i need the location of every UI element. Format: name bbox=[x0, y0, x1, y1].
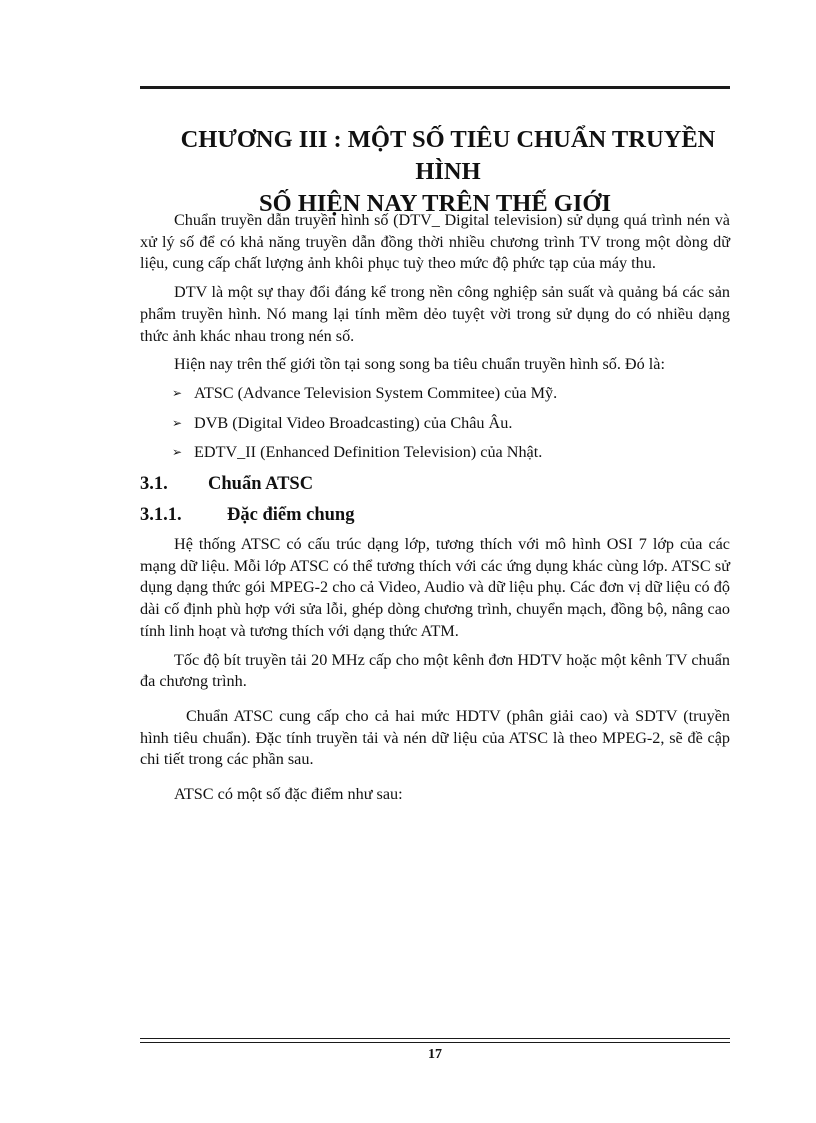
section-number: 3.1. bbox=[140, 474, 168, 495]
standards-list bbox=[140, 383, 730, 464]
body-paragraph-4: ATSC có một số đặc điểm như sau: bbox=[174, 785, 403, 804]
chapter-title-line-1: CHƯƠNG III : MỘT SỐ TIÊU CHUẨN TRUYỀN HÌNH bbox=[180, 126, 716, 185]
chapter-title bbox=[140, 124, 730, 220]
list-item-text: EDTV_II (Enhanced Definition Television) của Nhật. bbox=[194, 443, 543, 462]
header-rule bbox=[140, 86, 730, 89]
body-paragraph-3: Chuẩn ATSC cung cấp cho cả hai mức HDTV (phân giải cao) và SDTV (truyền hình tiêu chuẩn). Đặc tính truyền tải và nén dữ liệu của ATSC là theo MPEG-2, sẽ đề cập chi tiết trong các phần sau. bbox=[140, 706, 730, 769]
footer-rule bbox=[140, 1038, 730, 1043]
subsection-title: Đặc điểm chung bbox=[227, 505, 355, 526]
page-number: 17 bbox=[428, 1047, 442, 1062]
arrow-bullet-icon: ➢ bbox=[172, 415, 183, 430]
page-body bbox=[140, 210, 730, 813]
section-title: Chuẩn ATSC bbox=[208, 474, 314, 495]
list-item bbox=[140, 442, 730, 464]
intro-paragraph-1: Chuẩn truyền dẫn truyền hình số (DTV_ Digital television) sử dụng quá trình nén và xử lý số để có khả năng truyền dẫn đồng thời nhiều chương trình TV trong một dòng dữ liệu, cung cấp chất lượng ảnh khôi phục tuỳ theo mức độ phức tạp của máy thu. bbox=[140, 211, 730, 273]
arrow-bullet-icon: ➢ bbox=[172, 445, 183, 460]
list-item-text: DVB (Digital Video Broadcasting) của Châu Âu. bbox=[194, 413, 513, 432]
intro-paragraph-3: Hiện nay trên thế giới tồn tại song song ba tiêu chuẩn truyền hình số. Đó là: bbox=[174, 355, 665, 374]
list-item-text: ATSC (Advance Television System Commitee) của Mỹ. bbox=[194, 383, 558, 402]
body-paragraph-2: Tốc độ bít truyền tải 20 MHz cấp cho một kênh đơn HDTV hoặc một kênh TV chuẩn đa chương trình. bbox=[140, 650, 730, 691]
arrow-bullet-icon: ➢ bbox=[172, 385, 183, 400]
intro-paragraph-2: DTV là một sự thay đổi đáng kể trong nền công nghiệp sản suất và quảng bá các sản phẩm truyền hình. Nó mang lại tính mềm dẻo tuyệt vời trong sử dụng do có nhiều dạng thức ảnh khác nhau trong nén số. bbox=[140, 283, 730, 345]
list-item bbox=[140, 383, 730, 405]
body-paragraph-1: Hệ thống ATSC có cấu trúc dạng lớp, tương thích với mô hình OSI 7 lớp của các mạng dữ liệu. Mỗi lớp ATSC có thể tương thích với các ứng dụng khác cùng lớp. ATSC sử dụng dạng thức gói MPEG-2 cho cả Video, Audio và dữ liệu phụ. Các đơn vị dữ liệu có độ dài cố định phù hợp với sửa lỗi, ghép dòng chương trình, chuyển mạch, đồng bộ, nâng cao tính linh hoạt và tương thích với dạng thức ATM. bbox=[140, 535, 730, 640]
list-item bbox=[140, 413, 730, 435]
section-heading bbox=[140, 472, 730, 496]
subsection-heading bbox=[140, 503, 730, 527]
chapter-title-line-2: SỐ HIỆN NAY TRÊN THẾ GIỚI bbox=[259, 190, 611, 217]
subsection-number: 3.1.1. bbox=[140, 505, 182, 526]
